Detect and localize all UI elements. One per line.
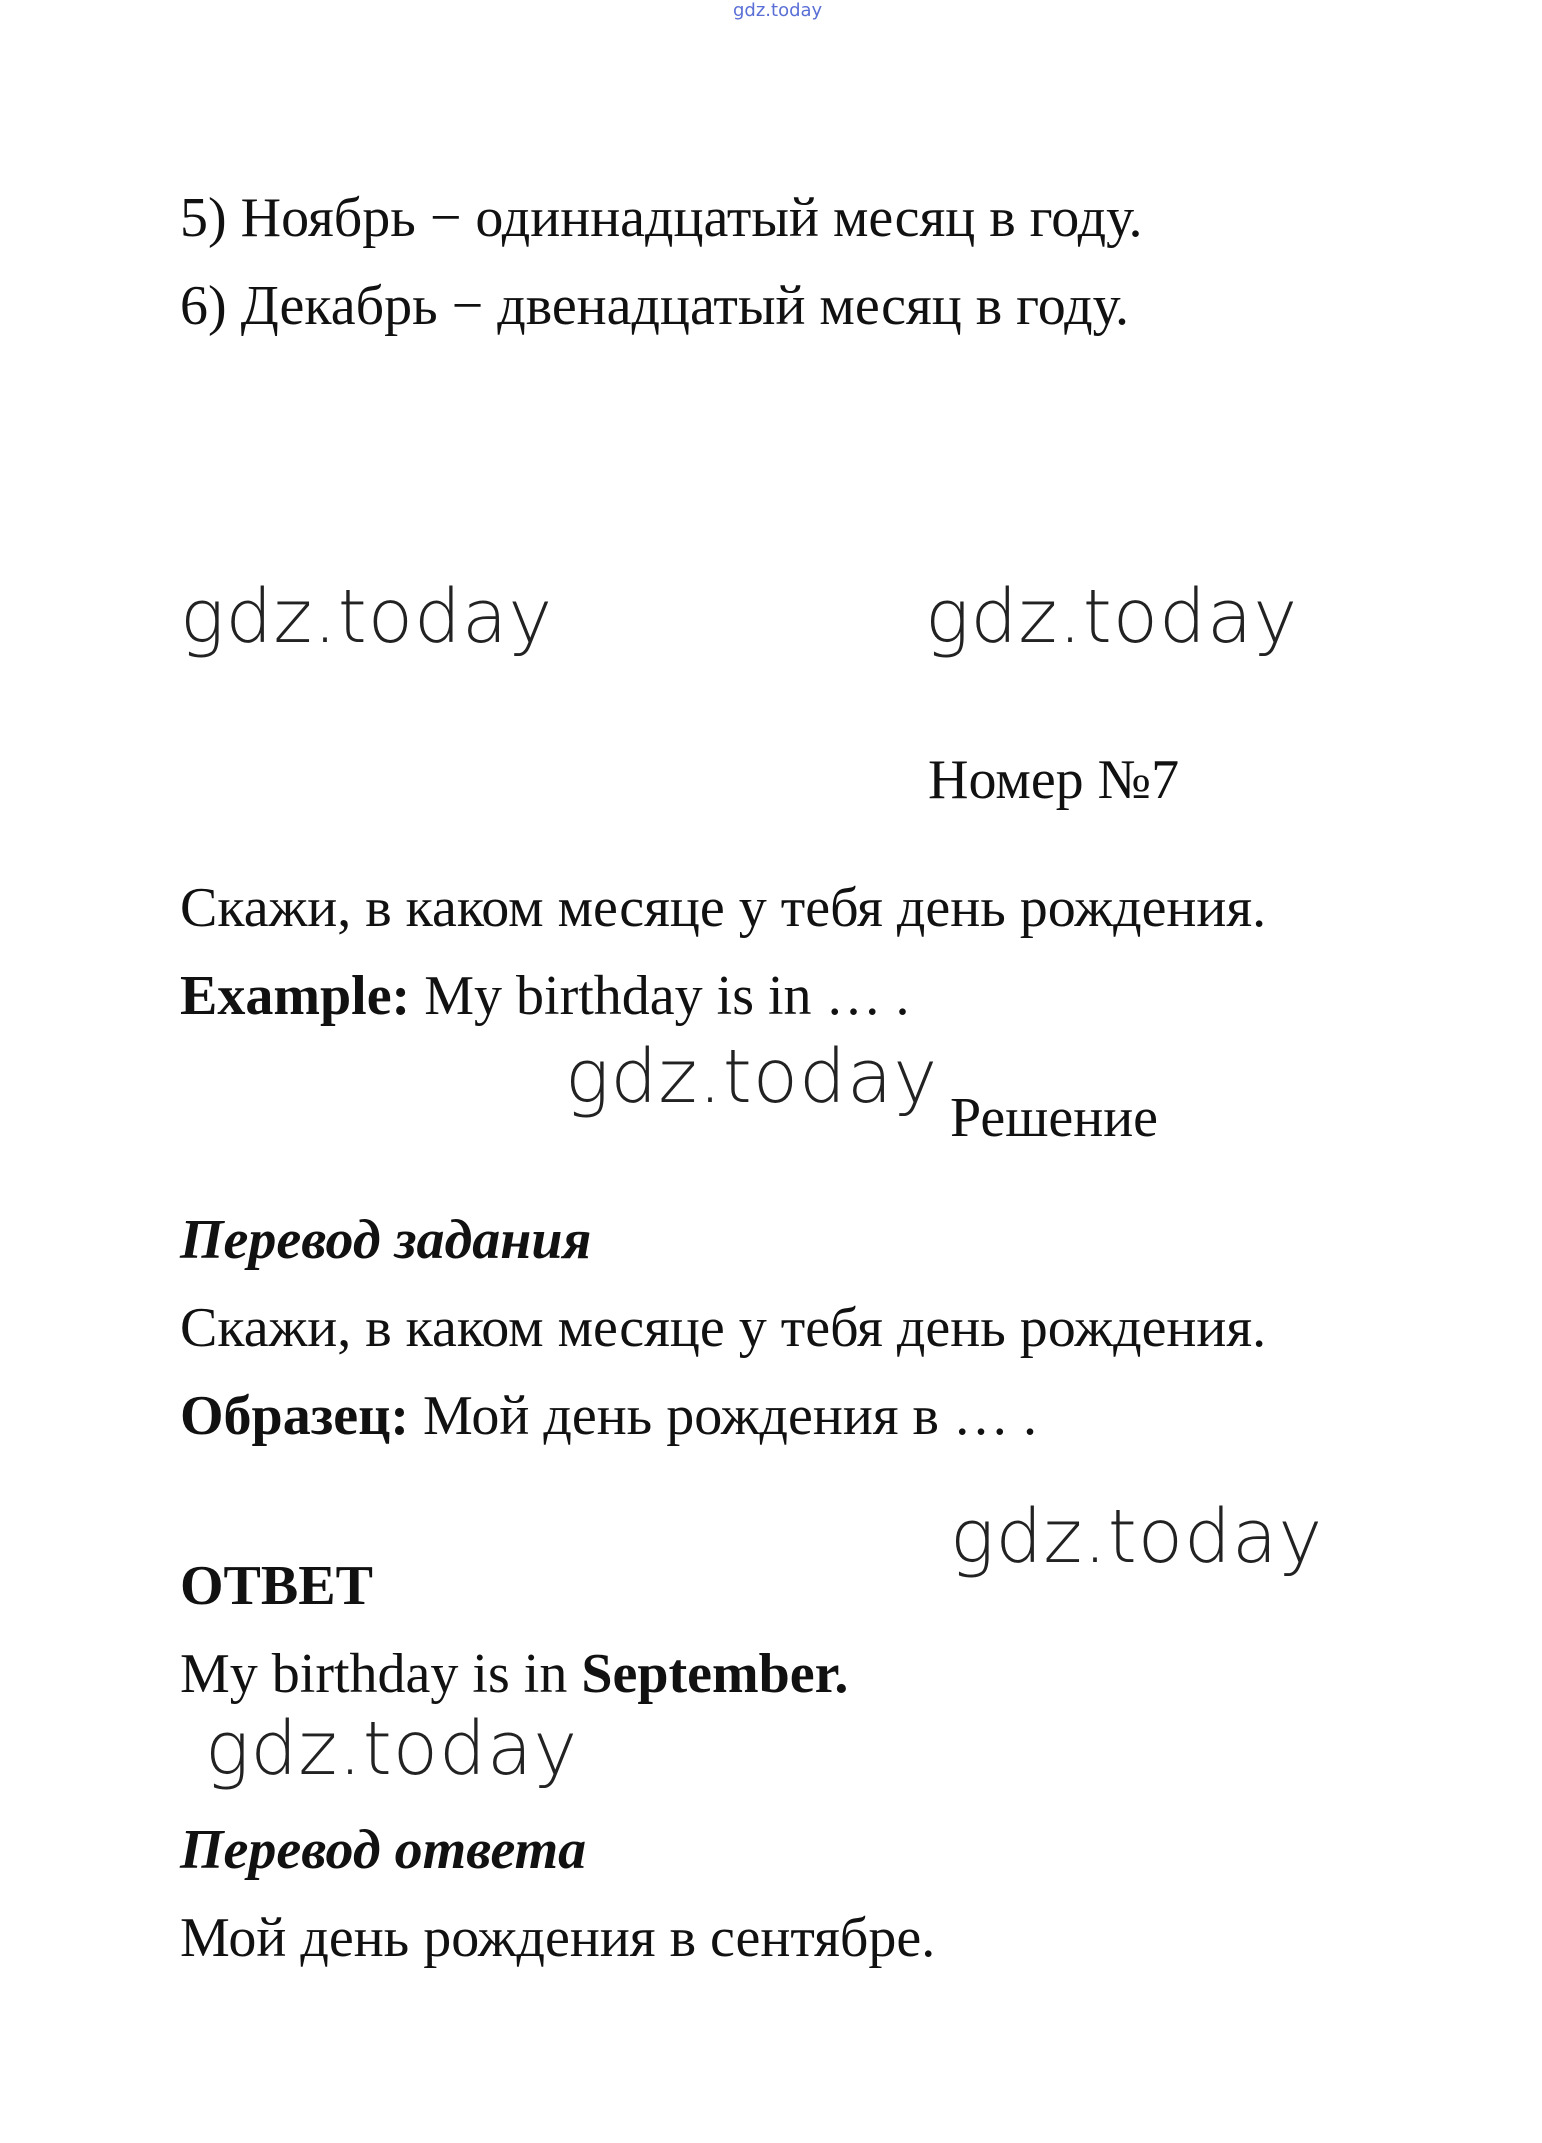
solution-heading: Решение: [950, 1087, 1159, 1149]
watermark-logo: gdz.today: [565, 1034, 939, 1120]
watermark-logo: gdz.today: [180, 574, 554, 660]
answer-text-prefix: My birthday is in: [180, 1643, 582, 1705]
answer-translation-text: Мой день рождения в сентябре.: [180, 1907, 936, 1969]
answer-text: [180, 1643, 849, 1705]
example-label: Example:: [180, 965, 411, 1027]
list-item-november: 5) Ноябрь − одиннадцатый месяц в году.: [180, 187, 1143, 249]
example-text: My birthday is in … .: [410, 965, 910, 1027]
site-watermark-top: gdz.today: [733, 0, 823, 21]
watermark-logo: gdz.today: [925, 574, 1299, 660]
watermark-logo: gdz.today: [950, 1494, 1324, 1580]
task-translation-text: Скажи, в каком месяце у тебя день рождения.: [180, 1297, 1267, 1359]
sample-text: Мой день рождения в … .: [408, 1385, 1037, 1447]
exercise-number: Номер №7: [928, 749, 1180, 811]
answer-translation-heading: Перевод ответа: [180, 1819, 587, 1881]
task-text: Скажи, в каком месяце у тебя день рождения.: [180, 877, 1267, 939]
sample-line: [180, 1385, 1037, 1447]
answer-month: September.: [581, 1643, 849, 1705]
sample-label: Образец:: [180, 1385, 409, 1447]
list-item-december: 6) Декабрь − двенадцатый месяц в году.: [180, 275, 1129, 337]
task-translation-heading: Перевод задания: [180, 1209, 592, 1271]
answer-heading: ОТВЕТ: [180, 1555, 373, 1617]
example-line: [180, 965, 910, 1027]
watermark-logo: gdz.today: [205, 1706, 579, 1792]
